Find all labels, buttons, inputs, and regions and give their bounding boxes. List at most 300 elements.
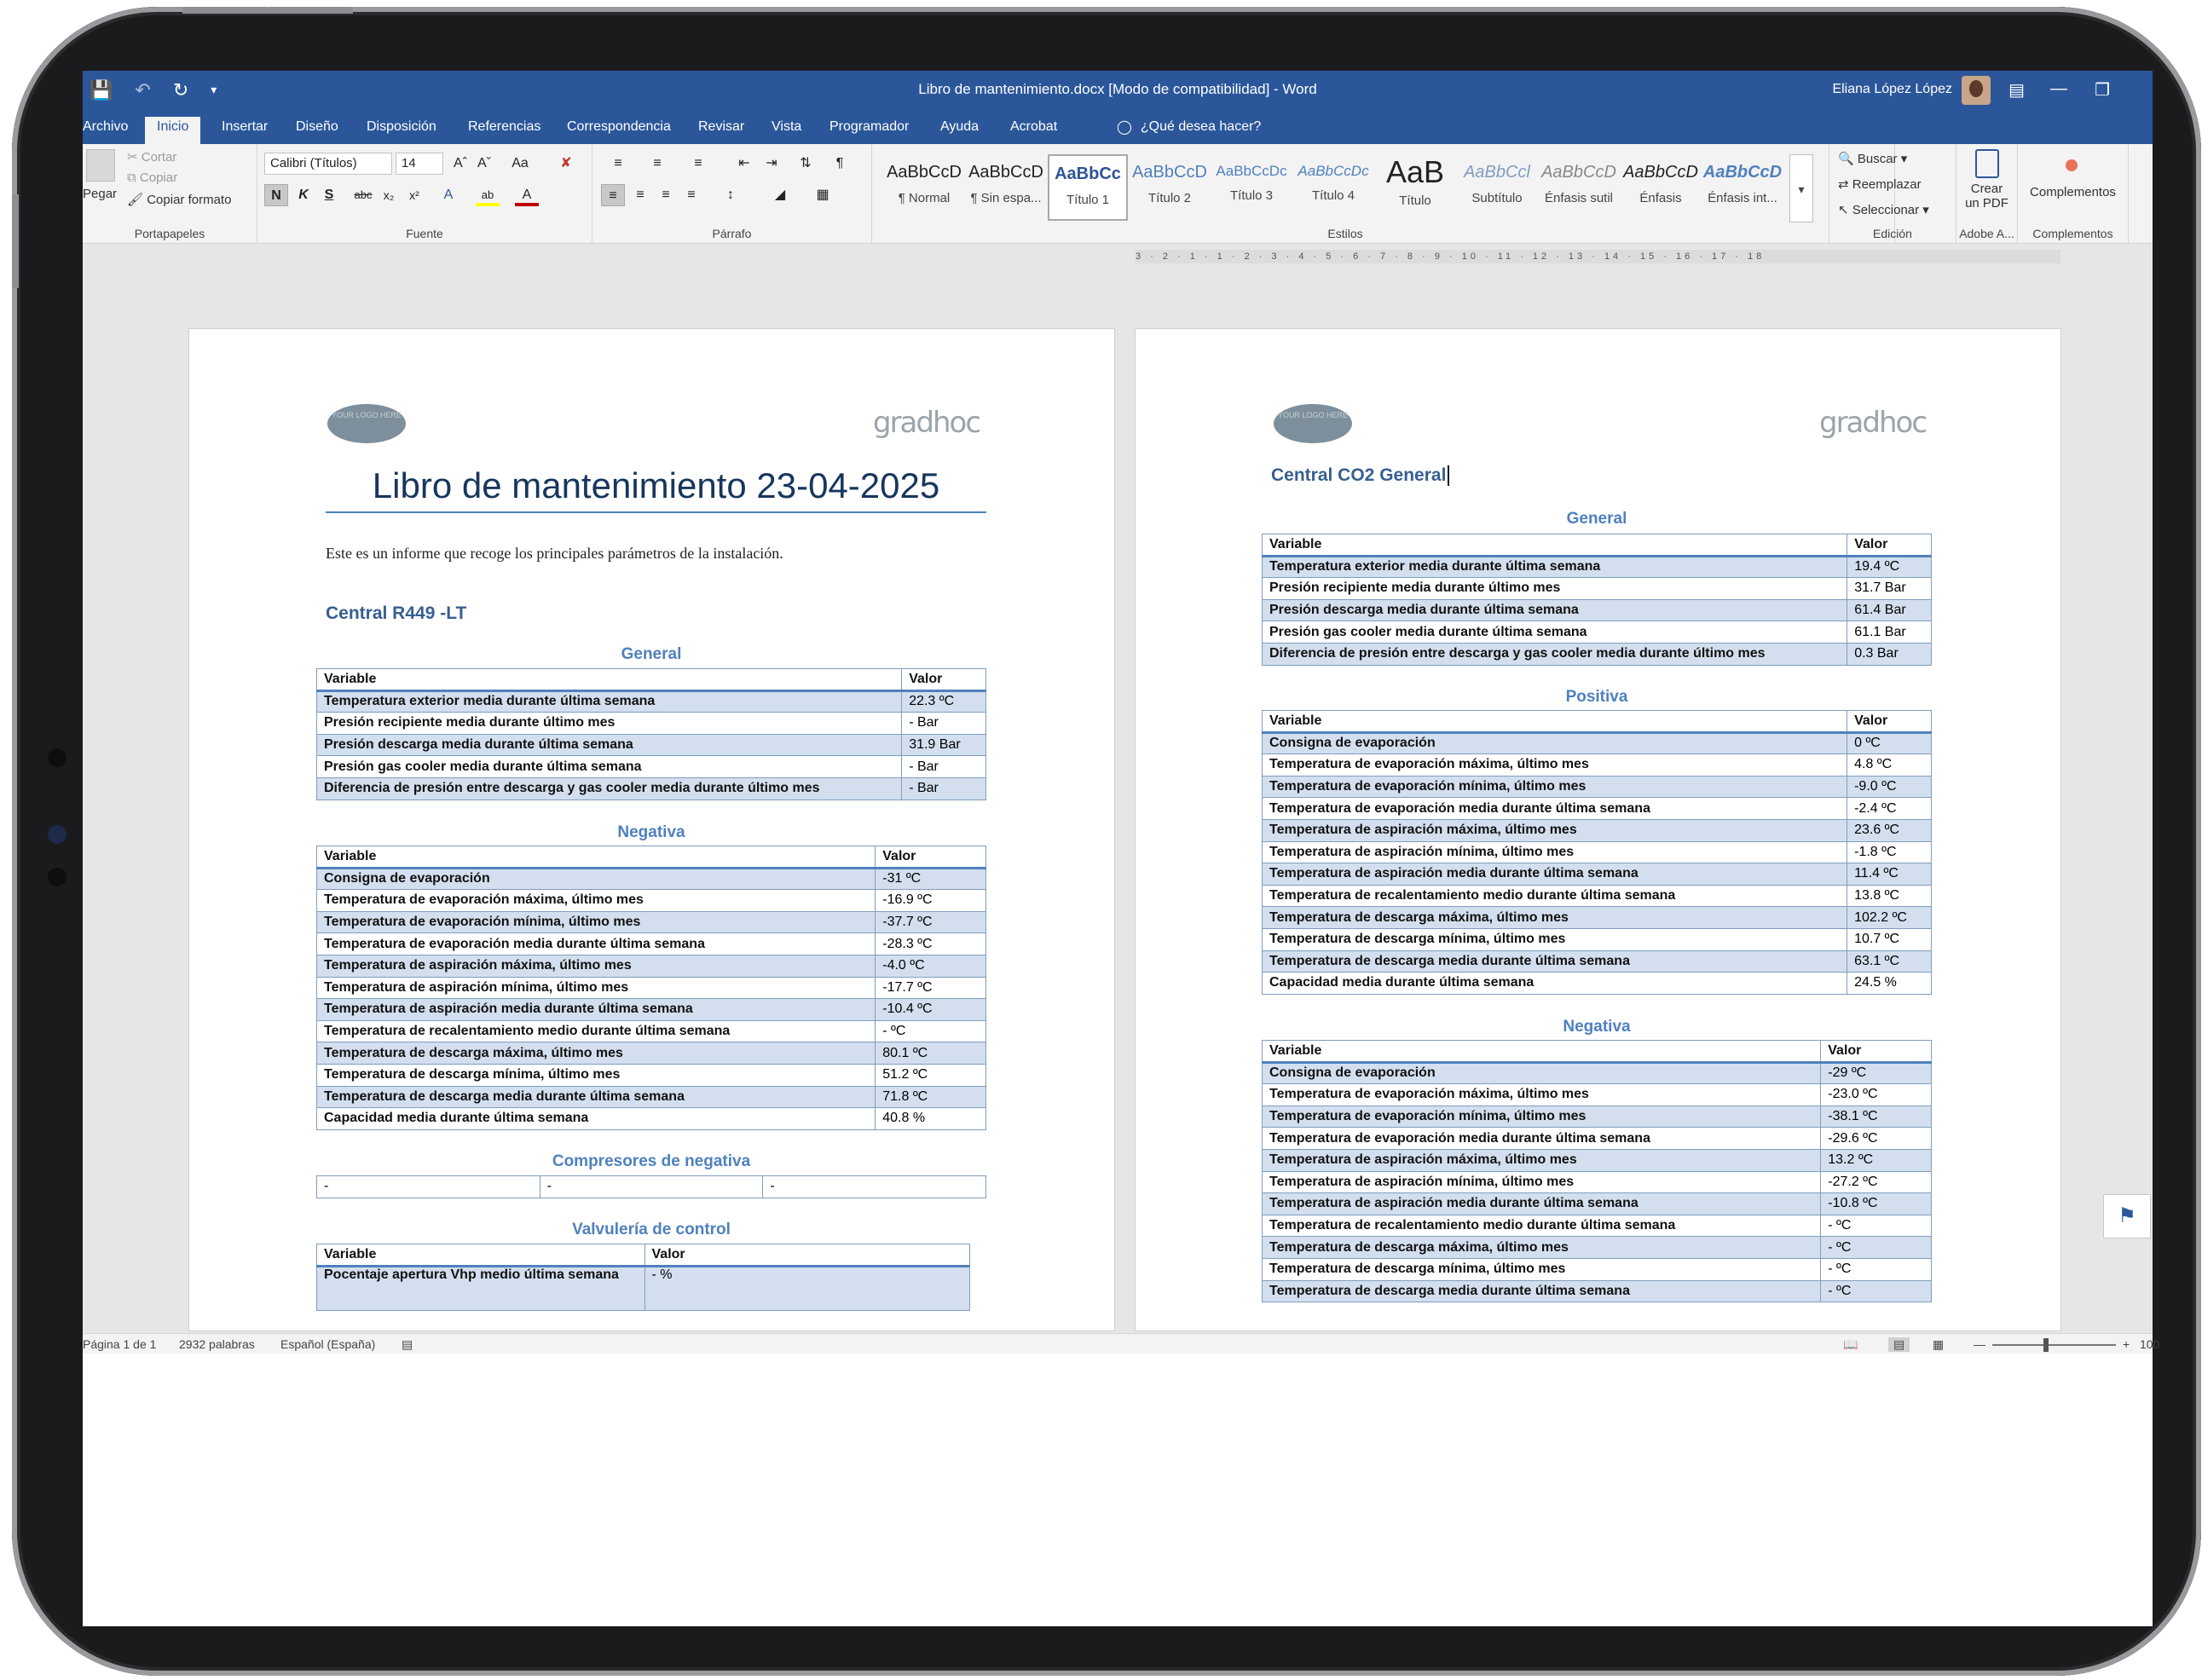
general-table — [1262, 534, 1932, 666]
value-cell: 71.8 ºC — [876, 1086, 986, 1108]
variable-cell: Temperatura exterior media durante última semana — [317, 690, 902, 713]
font-size-select[interactable]: 14 — [396, 153, 443, 175]
find-button[interactable]: 🔍 Buscar ▾ — [1838, 152, 1908, 166]
table-title: Compresores de negativa — [552, 1152, 751, 1170]
value-cell: 4.8 ºC — [1847, 754, 1932, 776]
table-header: Valor — [876, 846, 986, 869]
print-layout-icon[interactable]: ▤ — [1888, 1337, 1910, 1352]
font-group-label: Fuente — [406, 227, 443, 240]
compresores-table — [316, 1175, 986, 1198]
bullets-icon[interactable]: ≡ — [614, 156, 622, 170]
select-label: Seleccionar — [1852, 203, 1920, 217]
show-marks-icon[interactable]: ¶ — [835, 156, 844, 170]
value-cell: -23.0 ºC — [1821, 1084, 1932, 1106]
replace-label: Reemplazar — [1852, 177, 1922, 192]
replace-button[interactable]: ⇄ Reemplazar — [1838, 177, 1922, 192]
shrink-font-button[interactable]: Aˇ — [477, 156, 491, 170]
table-row — [1263, 1128, 1932, 1150]
multilevel-list-icon[interactable]: ≡ — [694, 156, 702, 170]
value-cell: 61.4 Bar — [1847, 599, 1932, 621]
avatar[interactable] — [1962, 76, 1991, 105]
create-pdf-line1: Crear — [1970, 182, 2003, 196]
value-cell: - ºC — [1821, 1280, 1932, 1302]
variable-cell: Temperatura de evaporación máxima, último mes — [317, 890, 876, 912]
zoom-slider-thumb[interactable] — [2043, 1338, 2049, 1352]
variable-cell: Diferencia de presión entre descarga y gas cooler media durante último mes — [317, 777, 902, 800]
variable-cell: Temperatura de aspiración máxima, último mes — [1263, 819, 1847, 841]
table-row — [317, 756, 986, 778]
variable-cell: Capacidad media durante última semana — [317, 1108, 876, 1130]
justify-icon[interactable]: ≡ — [687, 188, 696, 202]
tab-referencias[interactable]: Referencias — [468, 119, 541, 134]
table-row — [1263, 798, 1932, 820]
table-title: Negativa — [1563, 1018, 1631, 1036]
clipboard-group — [83, 144, 257, 244]
value-cell: - Bar — [902, 756, 986, 778]
zoom-slider[interactable] — [1992, 1344, 2116, 1346]
table-row — [317, 1086, 986, 1108]
tab-acrobat[interactable]: Acrobat — [1010, 119, 1058, 134]
title-bar — [83, 71, 2153, 112]
value-cell: -31 ºC — [876, 868, 986, 890]
font-name-select[interactable]: Calibri (Títulos) — [264, 153, 392, 175]
increase-indent-icon[interactable]: ⇥ — [766, 156, 777, 170]
variable-cell: Consigna de evaporación — [1263, 732, 1847, 754]
table-row — [1263, 819, 1932, 841]
tab-vista[interactable]: Vista — [772, 119, 802, 134]
variable-cell: Temperatura de evaporación media durante última semana — [1263, 1128, 1821, 1150]
value-cell: - ºC — [1821, 1258, 1932, 1280]
zoom-out-icon[interactable]: — — [1974, 1337, 1985, 1351]
shading-icon[interactable]: ◢ — [774, 188, 786, 202]
variable-cell: Presión descarga media durante última semana — [317, 734, 902, 756]
editing-group-label: Edición — [1873, 227, 1912, 240]
style-preview: AaBbCcD — [1541, 163, 1616, 182]
tab-diseno[interactable]: Diseño — [296, 119, 338, 134]
value-cell: -38.1 ºC — [1821, 1106, 1932, 1128]
style-intense-emphasis[interactable] — [1702, 154, 1783, 221]
addins-button[interactable]: Complementos — [2030, 185, 2116, 199]
variable-cell: Presión recipiente media durante último mes — [1263, 578, 1847, 600]
document-page-2[interactable] — [1136, 329, 2060, 1331]
table-row — [1263, 1062, 1932, 1084]
value-cell: 19.4 ºC — [1847, 556, 1932, 578]
paragraph-group-label: Párrafo — [712, 227, 752, 240]
align-left-icon[interactable]: ≡ — [601, 184, 625, 206]
variable-cell: Temperatura de descarga media durante última semana — [317, 1086, 876, 1108]
table-header: Valor — [902, 669, 986, 691]
undo-icon[interactable]: ↶ — [135, 79, 151, 101]
read-mode-icon[interactable]: 📖 — [1843, 1337, 1858, 1351]
value-cell: -37.7 ºC — [876, 911, 986, 933]
subscript-button[interactable]: x₂ — [383, 188, 395, 202]
table-row — [1263, 1193, 1932, 1215]
logo-placeholder: YOUR LOGO HERE — [327, 404, 406, 443]
redo-icon[interactable]: ↻ — [172, 79, 189, 101]
table-row — [1263, 1258, 1932, 1280]
superscript-button[interactable]: x² — [409, 188, 419, 202]
empty-screen-area — [83, 1354, 2153, 1626]
intro-paragraph: Este es un informe que recoge los principales parámetros de la instalación. — [326, 545, 783, 562]
paste-button[interactable]: Pegar — [83, 187, 118, 201]
table-row — [317, 1020, 986, 1042]
variable-cell: Presión descarga media durante última semana — [1263, 599, 1847, 621]
value-cell: -16.9 ºC — [876, 890, 986, 912]
variable-cell: Temperatura de recalentamiento medio durante última semana — [1263, 1215, 1821, 1237]
table-row — [1263, 578, 1932, 600]
value-cell: 31.9 Bar — [902, 734, 986, 756]
section-heading-text: Central CO2 General — [1271, 465, 1447, 485]
variable-cell: Temperatura de descarga mínima, último mes — [1263, 928, 1847, 950]
table-row — [317, 955, 986, 977]
table-row — [1263, 621, 1932, 644]
tablet-top-button — [268, 7, 353, 14]
style-heading-4[interactable] — [1293, 154, 1373, 221]
tablet-side-button — [12, 194, 19, 288]
table-row — [317, 777, 986, 800]
table-header: Valor — [644, 1244, 969, 1267]
table-title: Positiva — [1565, 688, 1628, 706]
table-row — [1263, 556, 1932, 578]
tab-archivo[interactable]: Archivo — [83, 119, 129, 134]
value-cell: 80.1 ºC — [876, 1042, 986, 1065]
decrease-indent-icon[interactable]: ⇤ — [738, 156, 750, 170]
ribbon-display-icon[interactable]: ▤ — [2008, 81, 2025, 100]
brand-logo: gradhoc — [873, 406, 980, 440]
value-cell: - ºC — [1821, 1237, 1932, 1259]
style-name: Título 2 — [1147, 191, 1192, 205]
value-cell: 102.2 ºC — [1847, 907, 1932, 929]
variable-cell: Consigna de evaporación — [317, 868, 876, 890]
value-cell: 13.2 ºC — [1821, 1149, 1932, 1171]
adobe-group — [1956, 144, 2018, 244]
bold-button[interactable]: N — [264, 184, 288, 206]
value-cell: -10.8 ºC — [1821, 1193, 1932, 1215]
table-row — [1263, 643, 1932, 665]
style-preview: AaB — [1385, 154, 1445, 189]
table-row — [1263, 863, 1932, 886]
table-title: Valvulería de control — [572, 1221, 731, 1238]
ribbon — [83, 144, 2153, 244]
table-row — [1263, 928, 1932, 950]
table-row — [1263, 732, 1932, 754]
value-cell: 22.3 ºC — [902, 690, 986, 713]
style-emphasis[interactable] — [1621, 154, 1701, 221]
camera-sensor — [48, 748, 66, 767]
table-row — [317, 713, 986, 735]
table-title: General — [1566, 510, 1627, 528]
variable-cell: Temperatura de evaporación media durante última semana — [317, 933, 876, 955]
table-row — [1263, 1280, 1932, 1302]
copy-button[interactable]: ⧉ Copiar — [127, 170, 178, 185]
tab-disposicion[interactable]: Disposición — [367, 119, 436, 134]
variable-cell: Temperatura de aspiración máxima, último mes — [317, 955, 876, 977]
section-heading: Central R449 -LT — [326, 603, 467, 623]
style-title[interactable] — [1375, 154, 1455, 221]
table-header: Valor — [1847, 534, 1932, 557]
table-row — [1263, 599, 1932, 621]
tablet-top-button — [182, 7, 268, 14]
paste-icon[interactable] — [86, 149, 115, 182]
create-pdf-button[interactable] — [1956, 182, 2017, 211]
table-row — [1263, 973, 1932, 995]
variable-cell: Temperatura de evaporación mínima, último mes — [1263, 776, 1847, 798]
zoom-level[interactable]: 100 — [2140, 1337, 2160, 1351]
table-title: General — [621, 645, 682, 663]
tab-correspondencia[interactable]: Correspondencia — [567, 119, 671, 134]
value-cell: 10.7 ºC — [1847, 928, 1932, 950]
variable-cell: Temperatura de descarga máxima, último mes — [1263, 1237, 1821, 1259]
value-cell: 11.4 ºC — [1847, 863, 1932, 886]
negativa-table — [1262, 1040, 1932, 1302]
table-row — [317, 868, 986, 890]
style-name: Título 4 — [1311, 188, 1355, 203]
style-name: ¶ Sin espa... — [970, 191, 1042, 205]
italic-button[interactable]: K — [298, 188, 309, 202]
styles-group — [872, 144, 1895, 244]
numbering-icon[interactable]: ≡ — [653, 156, 662, 170]
line-spacing-icon[interactable]: ↕ — [727, 188, 734, 202]
table-row — [317, 999, 986, 1021]
text-cursor — [1448, 465, 1449, 486]
ribbon-tabs — [83, 112, 2153, 144]
sort-icon[interactable]: ⇅ — [800, 156, 812, 170]
table-row — [317, 911, 986, 933]
editing-group — [1829, 144, 1956, 244]
tab-programador[interactable]: Programador — [829, 119, 910, 134]
horizontal-ruler[interactable] — [1136, 250, 2060, 263]
document-area[interactable] — [83, 244, 2153, 1333]
value-cell: -29.6 ºC — [1821, 1128, 1932, 1150]
table-header: Valor — [1821, 1041, 1932, 1063]
value-cell: -29 ºC — [1821, 1062, 1932, 1084]
style-no-spacing[interactable] — [966, 154, 1046, 221]
value-cell: -10.4 ºC — [876, 999, 986, 1021]
table-row — [317, 977, 986, 999]
tab-ayuda[interactable]: Ayuda — [940, 119, 980, 134]
variable-cell: Diferencia de presión entre descarga y gas cooler media durante último mes — [1263, 643, 1847, 665]
table-row — [1263, 1106, 1932, 1128]
table-header: Variable — [317, 669, 902, 691]
addins-icon[interactable] — [2066, 159, 2078, 171]
align-center-icon[interactable]: ≡ — [636, 188, 644, 202]
table-row — [1263, 950, 1932, 973]
create-pdf-icon[interactable] — [1975, 149, 1999, 178]
document-page-1[interactable] — [189, 329, 1114, 1331]
variable-cell: Temperatura de descarga mínima, último mes — [1263, 1258, 1821, 1280]
value-cell: -9.0 ºC — [1847, 776, 1932, 798]
table-header: Variable — [1263, 711, 1847, 733]
format-painter-label: Copiar formato — [147, 193, 232, 207]
tablet-frame — [12, 7, 2201, 1676]
value-cell: -1.8 ºC — [1847, 841, 1932, 863]
tab-insertar[interactable]: Insertar — [222, 119, 269, 134]
change-case-button[interactable]: Aa — [511, 156, 529, 170]
user-name[interactable]: Eliana López López — [1832, 82, 1952, 96]
general-table — [316, 668, 986, 800]
table-row — [1263, 907, 1932, 929]
table-header: Variable — [317, 1244, 645, 1267]
style-preview: AaBbCcD — [887, 163, 962, 182]
value-cell: - ºC — [1821, 1215, 1932, 1237]
ruler-scale: 3 · 2 · 1 · 1 · 2 · 3 · 4 · 5 · 6 · 7 · 8 · 9 · 10 · 11 · 12 · 13 · 14 · 15 · 16 · 17 · 18 — [1136, 251, 1766, 262]
text-effects-icon[interactable]: A — [443, 188, 454, 202]
style-heading-3[interactable] — [1211, 154, 1292, 221]
tell-me-label: ¿Qué desea hacer? — [1140, 119, 1262, 134]
grow-font-button[interactable]: Aˆ — [454, 156, 467, 170]
style-name: Subtítulo — [1471, 191, 1523, 205]
find-label: Buscar — [1857, 152, 1898, 166]
table-row — [317, 734, 986, 756]
create-pdf-line2: un PDF — [1965, 196, 2008, 211]
value-cell: 31.7 Bar — [1847, 578, 1932, 600]
table-row — [1263, 1084, 1932, 1106]
style-name: Énfasis int... — [1708, 191, 1777, 205]
tab-inicio[interactable]: Inicio — [145, 117, 200, 144]
value-cell: 40.8 % — [876, 1108, 986, 1130]
addins-group — [2018, 144, 2129, 244]
borders-icon[interactable]: ▦ — [816, 188, 829, 202]
style-subtle-emphasis[interactable] — [1539, 154, 1619, 221]
style-heading-1[interactable] — [1048, 154, 1128, 221]
paragraph-group — [592, 144, 872, 244]
table-header: Variable — [317, 846, 876, 869]
table-body — [1263, 732, 1932, 994]
variable-cell: Temperatura de evaporación media durante última semana — [1263, 798, 1847, 820]
value-cell: 0 ºC — [1847, 732, 1932, 754]
table-row — [317, 690, 986, 713]
align-right-icon[interactable]: ≡ — [662, 188, 670, 202]
variable-cell: Temperatura de evaporación mínima, último mes — [317, 911, 876, 933]
value-cell: - ºC — [876, 1020, 986, 1042]
variable-cell: Temperatura de descarga media durante última semana — [1263, 1280, 1821, 1302]
style-preview: AaBbCcD — [1702, 163, 1783, 182]
web-layout-icon[interactable]: ▦ — [1933, 1337, 1945, 1351]
variable-cell: Temperatura de evaporación mínima, último mes — [1263, 1106, 1821, 1128]
variable-cell: Capacidad media durante última semana — [1263, 973, 1847, 995]
variable-cell: Temperatura de recalentamiento medio durante última semana — [1263, 885, 1847, 907]
value-cell: -27.2 ºC — [1821, 1171, 1932, 1193]
style-heading-2[interactable] — [1130, 154, 1210, 221]
save-icon[interactable]: 💾 — [90, 79, 113, 101]
camera-lens — [48, 825, 66, 844]
value-cell: -4.0 ºC — [876, 955, 986, 977]
variable-cell: Presión recipiente media durante último mes — [317, 713, 902, 735]
value-cell: - Bar — [902, 713, 986, 735]
bookmark-icon[interactable]: ⚑ — [2103, 1194, 2151, 1238]
positiva-table — [1262, 710, 1932, 995]
style-preview: AaBbCcD — [1132, 163, 1207, 182]
highlight-icon[interactable]: ab — [476, 184, 500, 206]
word-window — [83, 71, 2160, 1626]
variable-cell: Presión gas cooler media durante última semana — [317, 756, 902, 778]
language-indicator[interactable]: Español (España) — [280, 1337, 376, 1351]
select-button[interactable]: ↖ Seleccionar ▾ — [1838, 203, 1929, 217]
copy-label: Copiar — [139, 170, 178, 185]
style-preview: AaBbCcD — [1623, 163, 1698, 182]
variable-cell: Temperatura de aspiración máxima, último mes — [1263, 1149, 1821, 1171]
variable-cell: Temperatura de aspiración mínima, último mes — [1263, 1171, 1821, 1193]
page-count[interactable]: Página 1 de 1 — [83, 1337, 157, 1351]
styles-more-icon[interactable]: ▾ — [1789, 154, 1813, 222]
macro-record-icon[interactable]: ▤ — [402, 1337, 413, 1351]
style-normal[interactable] — [884, 154, 964, 221]
table-row — [1263, 776, 1932, 798]
table-cell: Pocentaje apertura Vhp medio última semana — [317, 1266, 645, 1310]
table-header: Variable — [1263, 534, 1847, 557]
value-cell: - Bar — [902, 777, 986, 800]
table-header: Valor — [1847, 711, 1932, 733]
variable-cell: Temperatura de aspiración media durante última semana — [317, 999, 876, 1021]
variable-cell: Temperatura de recalentamiento medio durante última semana — [317, 1020, 876, 1042]
styles-group-label: Estilos — [1327, 227, 1363, 240]
value-cell: 0.3 Bar — [1847, 643, 1932, 665]
style-name: Énfasis sutil — [1544, 191, 1614, 205]
style-subtitle[interactable] — [1457, 154, 1537, 221]
variable-cell: Consigna de evaporación — [1263, 1062, 1821, 1084]
format-painter-button[interactable]: 🖌 Copiar formato — [127, 193, 232, 207]
variable-cell: Presión gas cooler media durante última semana — [1263, 621, 1847, 644]
value-cell: 51.2 ºC — [876, 1064, 986, 1086]
status-bar — [83, 1333, 2160, 1354]
table-row — [317, 1042, 986, 1065]
cut-button[interactable]: ✂ Cortar — [127, 150, 177, 165]
section-heading — [1271, 465, 1449, 486]
restore-icon[interactable]: ❐ — [2095, 81, 2110, 100]
customize-qat-icon[interactable]: ▾ — [211, 83, 217, 96]
addins-group-label: Complementos — [2032, 227, 2113, 240]
minimize-icon[interactable]: — — [2050, 79, 2067, 98]
word-count[interactable]: 2932 palabras — [179, 1337, 255, 1351]
zoom-in-icon[interactable]: + — [2123, 1337, 2130, 1351]
table-row — [317, 1064, 986, 1086]
value-cell: -17.7 ºC — [876, 977, 986, 999]
tab-revisar[interactable]: Revisar — [698, 119, 745, 134]
variable-cell: Temperatura de aspiración mínima, último mes — [1263, 841, 1847, 863]
font-color-icon[interactable]: A — [515, 184, 539, 206]
variable-cell: Temperatura de aspiración media durante última semana — [1263, 863, 1847, 886]
window-title: Libro de mantenimiento.docx [Modo de compatibilidad] - Word — [918, 81, 1317, 97]
table-header: Variable — [1263, 1041, 1821, 1063]
table-row — [317, 890, 986, 912]
style-preview: AaBbCcl — [1464, 163, 1530, 182]
valvuleria-table — [316, 1244, 970, 1311]
table-cell: - % — [644, 1266, 969, 1310]
table-row — [1263, 754, 1932, 776]
table-row — [317, 1108, 986, 1130]
variable-cell: Temperatura de aspiración mínima, último mes — [317, 977, 876, 999]
variable-cell: Temperatura de evaporación máxima, último mes — [1263, 754, 1847, 776]
value-cell: -2.4 ºC — [1847, 798, 1932, 820]
value-cell: 24.5 % — [1847, 973, 1932, 995]
clear-format-icon[interactable]: ✘ — [560, 156, 572, 170]
style-preview: AaBbCcD — [968, 163, 1043, 182]
table-title: Negativa — [617, 823, 685, 841]
value-cell: 13.8 ºC — [1847, 885, 1932, 907]
style-preview: AaBbCc — [1055, 165, 1121, 183]
table-row — [1263, 1171, 1932, 1193]
table-body — [317, 690, 986, 800]
underline-button[interactable]: S — [324, 188, 334, 202]
style-name: Título — [1399, 193, 1431, 208]
strikethrough-button[interactable]: abc — [354, 188, 373, 201]
value-cell: 63.1 ºC — [1847, 950, 1932, 973]
value-cell: 23.6 ºC — [1847, 819, 1932, 841]
table-cell: - — [317, 1176, 540, 1198]
tell-me-search[interactable] — [1117, 118, 1261, 136]
variable-cell: Temperatura de descarga mínima, último mes — [317, 1064, 876, 1086]
variable-cell: Temperatura exterior media durante última semana — [1263, 556, 1847, 578]
